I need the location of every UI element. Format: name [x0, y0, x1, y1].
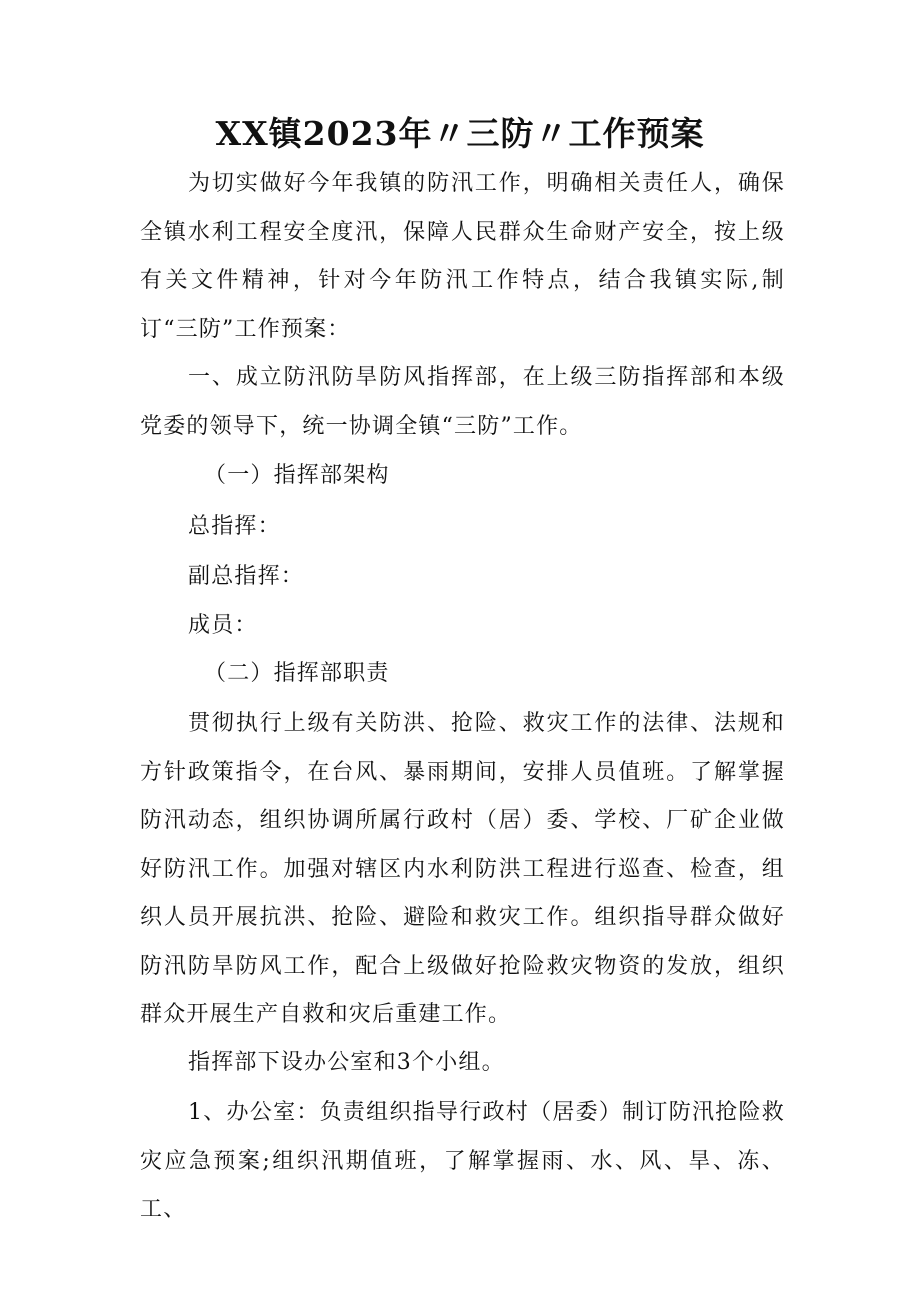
duties-paragraph: 贯彻执行上级有关防洪、抢险、救灾工作的法律、法规和方针政策指令，在台风、暴雨期间，安排人员值班。了解掌握防汛动态，组织协调所属行政村（居）委、学校、厂矿企业做好防汛工作。加强对辖区内水利防洪工程进行巡查、检查，组织人员开展抗洪、抢险、避险和救灾工作。组织指导群众做好防汛防旱防风工作，配合上级做好抢险救灾物资的发放，组织群众开展生产自救和灾后重建工作。	[140, 711, 785, 1027]
document-title: XX镇2023年〃三防〃工作预案	[215, 114, 705, 153]
offices-paragraph: 指挥部下设办公室和3个小组。	[188, 1050, 505, 1075]
members-label: 成员：	[188, 613, 258, 638]
vice-commander-label: 副总指挥：	[188, 564, 305, 589]
office-1-paragraph: 1、办公室：负责组织指导行政村（居委）制订防汛抢险救灾应急预案;组织汛期值班，了解掌握雨、水、风、旱、冻、工、	[140, 1100, 785, 1222]
subheading-structure: （一）指挥部架构	[204, 463, 390, 488]
commander-label: 总指挥：	[188, 514, 281, 539]
intro-paragraph: 为切实做好今年我镇的防汛工作，明确相关责任人，确保全镇水利工程安全度汛，保障人民群众生命财产安全，按上级有关文件精神，针对今年防汛工作特点，结合我镇实际,制订“三防”工作预案：	[140, 171, 785, 342]
section-1-paragraph: 一、成立防汛防旱防风指挥部，在上级三防指挥部和本级党委的领导下，统一协调全镇“三防”工作。	[140, 365, 785, 439]
subheading-duties: （二）指挥部职责	[204, 661, 390, 686]
